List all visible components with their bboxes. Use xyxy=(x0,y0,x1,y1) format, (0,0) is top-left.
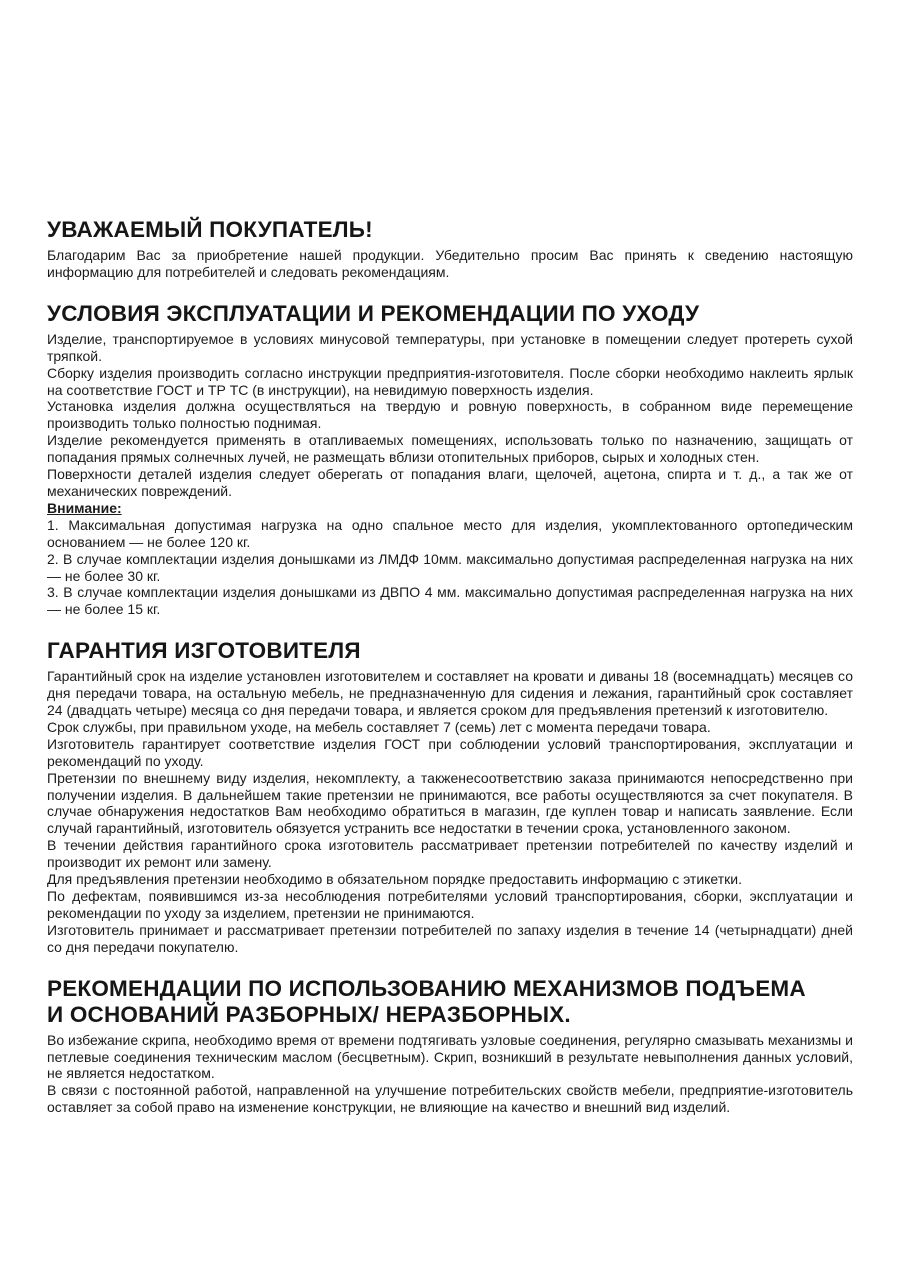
warning-label: Внимание: xyxy=(47,499,122,516)
usage-paragraph: Изделие рекомендуется применять в отапливаемых помещениях, использовать только по назначению, защищать от попадания прямых солнечных лучей, не размещать вблизи отопительных приборов, сырых и холодных стен. xyxy=(47,432,853,466)
warranty-paragraph: Гарантийный срок на изделие установлен изготовителем и составляет на кровати и диваны 18 (восемнадцать) месяцев со дня передачи товара, на остальную мебель, не предназначенную для сидения и лежания, гарантийный срок составляет 24 (двадцать четыре) месяца со дня передачи товара, и является сроком для предъявления претензий к изготовителю. xyxy=(47,668,853,719)
warranty-paragraph: Срок службы, при правильном уходе, на мебель составляет 7 (семь) лет с момента передачи товара. xyxy=(47,718,711,735)
greeting-paragraph: Благодарим Вас за приобретение нашей продукции. Убедительно просим Вас принять к сведению настоящую информацию для потребителей и следовать рекомендациям. xyxy=(47,247,853,280)
warning-item: 2. В случае комплектации изделия донышками из ЛМДФ 10мм. максимально допустимая распределенная нагрузка на них — не более 30 кг. xyxy=(47,550,853,584)
warranty-paragraph: Для предъявления претензии необходимо в обязательном порядке предоставить информацию с этикетки. xyxy=(47,871,742,888)
greeting-heading: УВАЖАЕМЫЙ ПОКУПАТЕЛЬ! xyxy=(47,217,373,242)
warranty-paragraph: По дефектам, появившимся из-за несоблюдения потребителями условий транспортирования, сборки, эксплуатации и рекомендации по уходу за изделием, претензии не принимаются. xyxy=(47,888,853,921)
mechanism-recommendations-heading xyxy=(47,976,853,1028)
section-warranty xyxy=(47,638,853,955)
mechanism-heading-line-2: И ОСНОВАНИЙ РАЗБОРНЫХ/ НЕРАЗБОРНЫХ. xyxy=(47,1001,571,1027)
usage-conditions-heading: УСЛОВИЯ ЭКСПЛУАТАЦИИ И РЕКОМЕНДАЦИИ ПО УХОДУ xyxy=(47,300,700,326)
section-usage-conditions xyxy=(47,301,853,618)
mechanism-paragraph: В связи с постоянной работой, направленной на улучшение потребительских свойств мебели, предприятие-изготовитель оставляет за собой право на изменение конструкции, не влияющие на качество и внешний вид изделий. xyxy=(47,1082,853,1116)
warranty-paragraph: Изготовитель принимает и рассматривает претензии потребителей по запаху изделия в течение 14 (четырнадцати) дней со дня передачи покупателю. xyxy=(47,921,853,955)
warning-item: 3. В случае комплектации изделия донышками из ДВПО 4 мм. максимально допустимая распределенная нагрузка на них — не более 15 кг. xyxy=(47,584,853,618)
usage-paragraph: Изделие, транспортируемое в условиях минусовой температуры, при установке в помещении следует протереть сухой тряпкой. xyxy=(47,330,853,364)
warranty-paragraph: Изготовитель гарантирует соответствие изделия ГОСТ при соблюдении условий транспортирования, эксплуатации и рекомендаций по уходу. xyxy=(47,735,853,769)
mechanism-heading-line-1: РЕКОМЕНДАЦИИ ПО ИСПОЛЬЗОВАНИЮ МЕХАНИЗМОВ ПОДЪЕМА xyxy=(47,975,806,1001)
section-mechanism-recommendations xyxy=(47,976,853,1117)
mechanism-paragraph: Во избежание скрипа, необходимо время от времени подтягивать узловые соединения, регулярно смазывать механизмы и петлевые соединения техническим маслом (бесцветным). Скрип, возникший в результате невыполнения данных условий, не является недостатком. xyxy=(47,1031,853,1082)
usage-paragraph: Установка изделия должна осуществляться на твердую и ровную поверхность, в собранном виде перемещение производить только полностью поднимая. xyxy=(47,398,853,432)
warranty-paragraph: В течении действия гарантийного срока изготовитель рассматривает претензии потребителей по качеству изделий и производит их ремонт или замену. xyxy=(47,837,853,871)
usage-paragraph: Сборку изделия производить согласно инструкции предприятия-изготовителя. После сборки необходимо наклеить ярлык на соответствие ГОСТ и ТР ТС (в инструкции), на невидимую поверхность изделия. xyxy=(47,364,853,398)
warning-item: 1. Максимальная допустимая нагрузка на одно спальное место для изделия, укомплектованного ортопедическим основанием — не более 120 кг. xyxy=(47,516,853,550)
section-greeting xyxy=(47,217,853,281)
warranty-paragraph: Претензии по внешнему виду изделия, некомплекту, а такженесоответствию заказа принимаются непосредственно при получении изделия. В дальнейшем такие претензии не принимаются, все работы осуществляются за счет покупателя. В случае обнаружения недостатков Вам необходимо обратиться в магазин, где куплен товар и написать заявление. Если случай гарантийный, изготовитель обязуется устранить все недостатки в течении срока, установленного законом. xyxy=(47,769,853,837)
warranty-heading: ГАРАНТИЯ ИЗГОТОВИТЕЛЯ xyxy=(47,638,361,664)
usage-paragraph: Поверхности деталей изделия следует оберегать от попадания влаги, щелочей, ацетона, спирта и т. д., а так же от механических повреждений. xyxy=(47,466,853,499)
